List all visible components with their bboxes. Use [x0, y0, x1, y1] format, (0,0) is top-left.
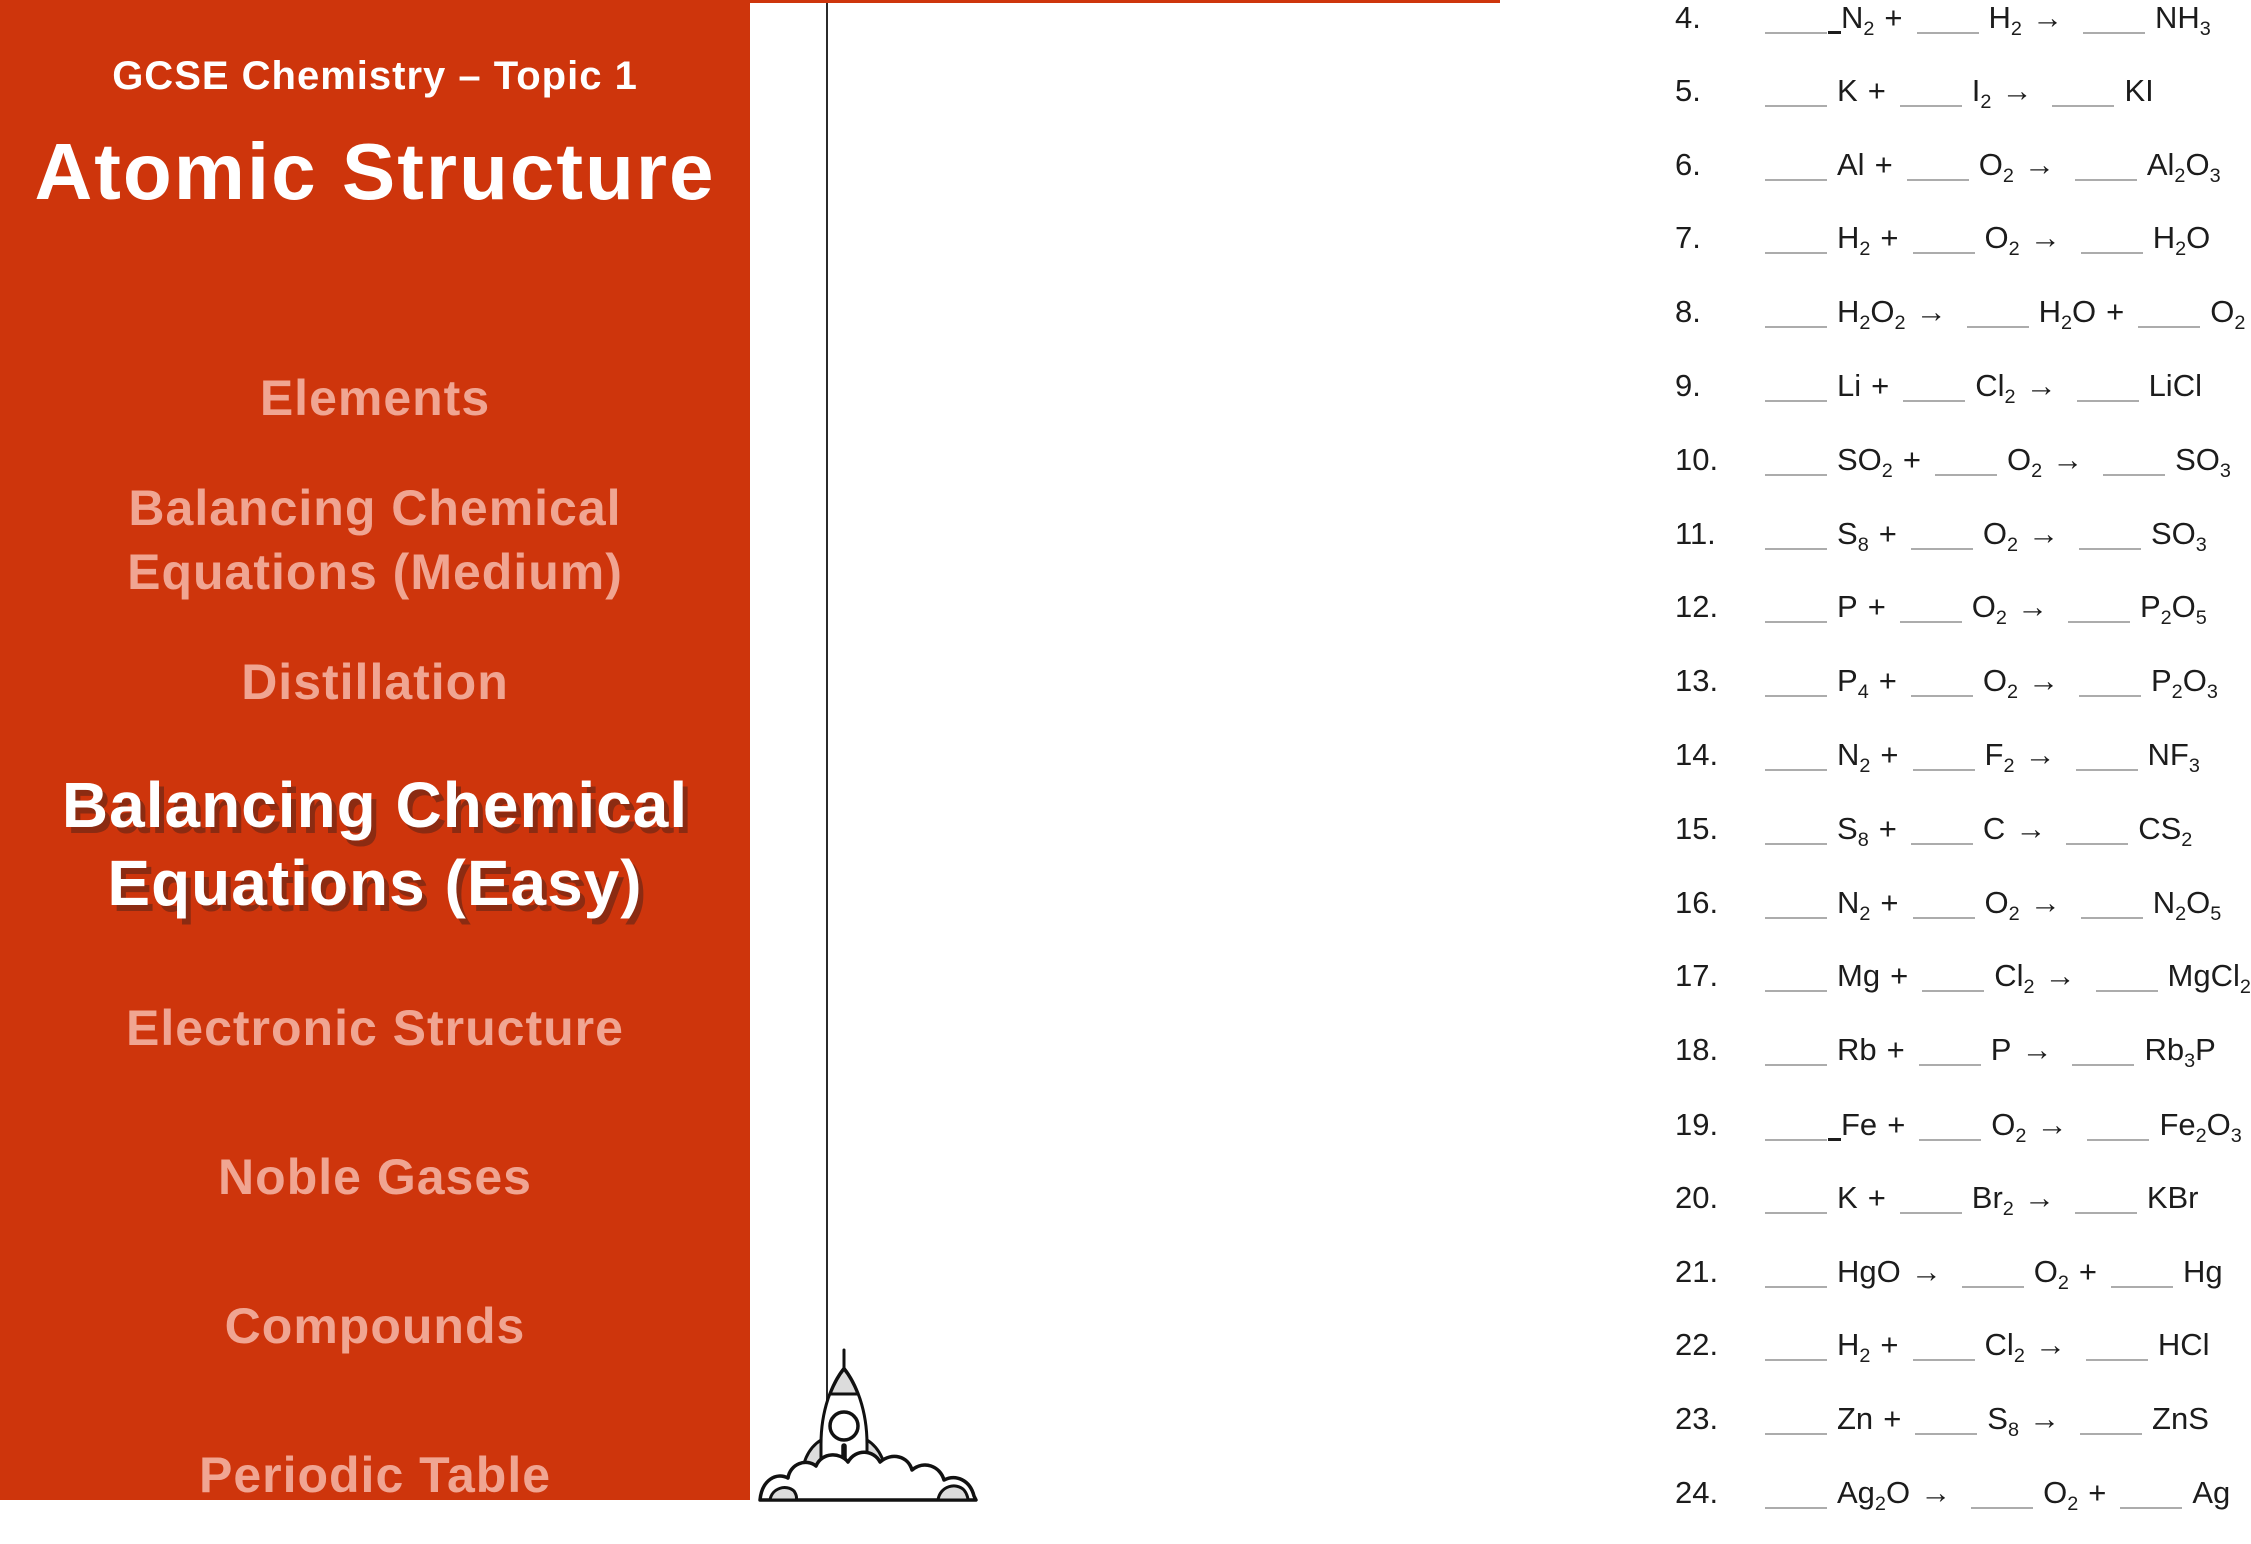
coefficient-blank: [2075, 148, 2137, 181]
chemical-formula: $Fe_2O_3$: [2159, 1106, 2242, 1148]
plus-sign: +: [2088, 1474, 2107, 1510]
equation-row: [1675, 437, 2251, 511]
chemical-formula: LiCl: [2148, 367, 2202, 403]
chemical-formula: $O_2$: [1982, 663, 2018, 704]
chemical-formula: $SO_3$: [2150, 515, 2207, 556]
equation-row: [1675, 1396, 2251, 1470]
chemical-formula: KBr: [2146, 1179, 2199, 1215]
coefficient-blank: [1903, 369, 1965, 402]
page-margin-line: [826, 2, 828, 1500]
reaction-arrow: →: [2029, 220, 2061, 256]
coefficient-blank: [2096, 959, 2158, 992]
coefficient-blank: [1919, 1033, 1981, 1066]
coefficient-blank: [1971, 1476, 2033, 1509]
chemical-formula: $O_2$: [1984, 884, 2020, 925]
equation-number: 19.: [1675, 1106, 1719, 1142]
coefficient-blank: [2066, 812, 2128, 845]
chemical-formula: P: [1990, 1032, 2012, 1068]
chemical-formula: C: [1982, 810, 2006, 846]
plus-sign: +: [1874, 146, 1893, 182]
chemical-formula: $Ag_2O$: [1837, 1474, 1911, 1516]
coefficient-blank: [1913, 738, 1975, 771]
coefficient-blank: [1907, 148, 1969, 181]
coefficient-blank: [1765, 812, 1827, 845]
equation-number: 6.: [1675, 146, 1701, 182]
equation-number: 12.: [1675, 589, 1719, 625]
chemical-formula: K: [1837, 72, 1858, 108]
underscore-mark: [1828, 0, 1841, 34]
chemical-formula: $Cl_2$: [1975, 367, 2016, 409]
sidebar-item-periodic-table[interactable]: Periodic Table: [198, 1447, 552, 1503]
coefficient-blank: [1900, 590, 1962, 623]
coefficient-blank: [1765, 1033, 1827, 1066]
coefficient-blank: [1922, 959, 1984, 992]
reaction-arrow: →: [2016, 589, 2048, 625]
chemical-formula: $O_2$: [1991, 1106, 2027, 1148]
reaction-arrow: →: [2025, 367, 2057, 403]
equation-row: [1675, 953, 2251, 1027]
coefficient-blank: [1765, 74, 1827, 107]
chemical-formula: $P_2O_3$: [2150, 663, 2218, 704]
chemical-formula: $N_2$: [1837, 736, 1871, 778]
chemical-formula: $CS_2$: [2138, 810, 2193, 851]
plus-sign: +: [1890, 958, 1909, 994]
sidebar-item-balancing-chemical-equations-easy[interactable]: Balancing Chemical Equations (Easy): [61, 769, 689, 919]
coefficient-blank: [1765, 1255, 1827, 1288]
chemical-formula: $O_2$: [1971, 589, 2007, 630]
equation-row: [1675, 215, 2251, 289]
reaction-arrow: →: [2036, 1106, 2068, 1142]
equation-number: 4.: [1675, 0, 1701, 35]
coefficient-blank: [2075, 1181, 2137, 1214]
reaction-arrow: →: [2029, 1401, 2061, 1437]
coefficient-blank: [1765, 886, 1827, 919]
coefficient-blank: [1765, 664, 1827, 697]
coefficient-blank: [1765, 1181, 1827, 1214]
chemical-formula: $S_8$: [1837, 810, 1869, 851]
plus-sign: +: [1871, 367, 1890, 403]
chemical-formula: KI: [2124, 72, 2154, 108]
reaction-arrow: →: [2031, 0, 2063, 35]
coefficient-blank: [2068, 590, 2130, 623]
equation-number: 5.: [1675, 72, 1701, 108]
chemical-formula: $Br_2$: [1971, 1179, 2014, 1220]
equation-number: 20.: [1675, 1179, 1719, 1215]
reaction-arrow: →: [2034, 1327, 2066, 1363]
top-accent-strip: [750, 0, 1500, 3]
plus-sign: +: [1880, 1327, 1899, 1363]
reaction-arrow: →: [2027, 663, 2059, 699]
chemical-formula: $S_8$: [1837, 515, 1869, 556]
reaction-arrow: →: [2024, 736, 2056, 772]
chemical-formula: Zn: [1837, 1401, 1874, 1437]
coefficient-blank: [2072, 1033, 2134, 1066]
reaction-arrow: →: [2001, 72, 2033, 108]
plus-sign: +: [1887, 1106, 1906, 1142]
rocket-launch-icon: [758, 1348, 1013, 1500]
coefficient-blank: [1765, 1476, 1827, 1509]
coefficient-blank: [2087, 1108, 2149, 1141]
coefficient-blank: [1913, 1328, 1975, 1361]
plus-sign: +: [1867, 72, 1886, 108]
equation-row: [1675, 1101, 2251, 1175]
coefficient-blank: [1911, 517, 1973, 550]
equation-row: [1675, 142, 2251, 216]
equation-row: [1675, 363, 2251, 437]
chemical-formula: $Rb_3P$: [2144, 1032, 2216, 1073]
reaction-arrow: →: [2029, 884, 2061, 920]
coefficient-blank: [2080, 1402, 2142, 1435]
sidebar-item-noble-gases[interactable]: Noble Gases: [218, 1149, 532, 1205]
chemical-formula: MgCl$_2$: [2167, 958, 2251, 999]
equation-row: [1675, 1249, 2251, 1323]
reaction-arrow: →: [1920, 1474, 1952, 1510]
coefficient-blank: [2079, 664, 2141, 697]
reaction-arrow: →: [2027, 515, 2059, 551]
coefficient-blank: [2083, 1, 2145, 34]
equation-number: 9.: [1675, 367, 1701, 403]
chemical-formula: $P_2O_5$: [2139, 589, 2207, 630]
chemical-formula: P: [1837, 589, 1858, 625]
coefficient-blank: [2081, 886, 2143, 919]
reaction-arrow: →: [2044, 958, 2076, 994]
equation-row: [1675, 880, 2251, 954]
topic-eyebrow: GCSE Chemistry – Topic 1: [112, 54, 638, 98]
topic-sidebar: [0, 0, 750, 1503]
coefficient-blank: [1765, 590, 1827, 623]
reaction-arrow: →: [2015, 810, 2047, 846]
equation-number: 7.: [1675, 220, 1701, 256]
coefficient-blank: [2077, 369, 2139, 402]
chemical-formula: $H_2O$: [2038, 294, 2097, 335]
coefficient-blank: [2079, 517, 2141, 550]
equation-number: 10.: [1675, 441, 1719, 477]
coefficient-blank: [2138, 295, 2200, 328]
equation-row: [1675, 732, 2251, 806]
chemical-formula: $O_2$: [2033, 1253, 2069, 1294]
plus-sign: +: [1880, 884, 1899, 920]
reaction-arrow: →: [1915, 294, 1947, 330]
plus-sign: +: [1867, 1179, 1886, 1215]
reaction-arrow: →: [2023, 146, 2055, 182]
worksheet-page: [750, 0, 2251, 1516]
chemical-formula: $I_2$: [1971, 72, 1992, 113]
chemical-formula: HgO: [1837, 1253, 1901, 1289]
chemical-formula: $O_2$: [1984, 220, 2020, 261]
sidebar-item-electronic-structure[interactable]: Electronic Structure: [126, 1000, 624, 1056]
coefficient-blank: [1765, 295, 1827, 328]
sidebar-item-elements[interactable]: Elements: [259, 370, 491, 426]
coefficient-blank: [1913, 886, 1975, 919]
coefficient-blank: [2103, 443, 2165, 476]
equation-row: [1675, 584, 2251, 658]
equation-number: 13.: [1675, 663, 1719, 699]
coefficient-blank: [1913, 221, 1975, 254]
coefficient-blank: [1935, 443, 1997, 476]
chemical-formula: Hg: [2183, 1253, 2223, 1289]
chemical-formula: $S_8$: [1987, 1401, 2020, 1442]
coefficient-blank: [1765, 148, 1827, 181]
plus-sign: +: [2106, 294, 2125, 330]
chemical-formula: $Al_2O_3$: [2146, 146, 2221, 187]
coefficient-blank: [1765, 443, 1827, 476]
equation-row: [1675, 1322, 2251, 1396]
chemical-formula: HCl: [2157, 1327, 2210, 1363]
coefficient-blank: [1765, 221, 1827, 254]
chemical-formula: $H_2O$: [2152, 220, 2211, 261]
equation-number: 23.: [1675, 1401, 1719, 1437]
coefficient-blank: [1765, 959, 1827, 992]
coefficient-blank: [2081, 221, 2143, 254]
coefficient-blank: [2086, 1328, 2148, 1361]
plus-sign: +: [1867, 589, 1886, 625]
coefficient-blank: [2120, 1476, 2182, 1509]
equation-row: [1675, 658, 2251, 732]
coefficient-blank: [1900, 1181, 1962, 1214]
reaction-arrow: →: [2052, 441, 2084, 477]
chemical-formula: Fe: [1841, 1106, 1878, 1142]
coefficient-blank: [1765, 1108, 1827, 1141]
coefficient-blank: [1915, 1402, 1977, 1435]
sidebar-item-distillation[interactable]: Distillation: [241, 654, 509, 710]
plus-sign: +: [2078, 1253, 2098, 1289]
chemical-formula: $SO_2$: [1837, 441, 1893, 482]
equation-row: [1675, 1175, 2251, 1249]
equation-number: 16.: [1675, 884, 1719, 920]
coefficient-blank: [1765, 1402, 1827, 1435]
reaction-arrow: →: [1910, 1253, 1942, 1289]
equation-number: 8.: [1675, 294, 1701, 330]
chemical-formula: $Cl_2$: [1984, 1327, 2025, 1368]
chemical-formula: $N_2O_5$: [2152, 884, 2222, 925]
equation-list: [1675, 0, 2251, 1544]
chemical-formula: $H_2$: [1988, 0, 2022, 41]
coefficient-blank: [1967, 295, 2029, 328]
coefficient-blank: [1765, 1, 1827, 34]
chemical-formula: $SO_3$: [2175, 441, 2231, 482]
coefficient-blank: [2111, 1255, 2173, 1288]
plus-sign: +: [1902, 441, 1921, 477]
plus-sign: +: [1880, 220, 1899, 256]
equation-number: 14.: [1675, 736, 1719, 772]
plus-sign: +: [1878, 663, 1897, 699]
coefficient-blank: [1911, 812, 1973, 845]
chemical-formula: $O_2$: [2006, 441, 2043, 482]
equation-number: 22.: [1675, 1327, 1719, 1363]
equation-row: [1675, 289, 2251, 363]
topic-title: Atomic Structure: [34, 127, 716, 216]
chemical-formula: Ag: [2192, 1474, 2231, 1510]
chemical-formula: $O_2$: [1982, 515, 2018, 556]
reaction-arrow: →: [2021, 1032, 2053, 1068]
chemical-formula: $P_4$: [1837, 663, 1869, 704]
chemical-formula: $O_2$: [2043, 1474, 2079, 1516]
coefficient-blank: [1911, 664, 1973, 697]
coefficient-blank: [1765, 1328, 1827, 1361]
chemical-formula: $O_2$: [1978, 146, 2014, 187]
chemical-formula: $H_2$: [1837, 1327, 1871, 1368]
underscore-mark: [1828, 1107, 1841, 1141]
chemical-formula: $NF_3$: [2147, 736, 2200, 778]
equation-row: [1675, 0, 2251, 68]
chemical-formula: K: [1837, 1179, 1858, 1215]
coefficient-blank: [1765, 517, 1827, 550]
equation-row: [1675, 1027, 2251, 1101]
chemical-formula: $NH_3$: [2154, 0, 2211, 41]
plus-sign: +: [1883, 1401, 1902, 1437]
sidebar-item-balancing-chemical-equations-medium[interactable]: Balancing Chemical Equations (Medium): [127, 480, 623, 600]
coefficient-blank: [1917, 1, 1979, 34]
plus-sign: +: [1880, 736, 1899, 772]
plus-sign: +: [1886, 1032, 1905, 1068]
equation-number: 18.: [1675, 1032, 1719, 1068]
plus-sign: +: [1878, 515, 1897, 551]
chemical-formula: $N_2$: [1837, 884, 1871, 925]
coefficient-blank: [2076, 738, 2138, 771]
chemical-formula: ZnS: [2152, 1401, 2209, 1437]
chemical-formula: Mg: [1837, 958, 1881, 994]
chemical-formula: $O_2$: [2210, 294, 2246, 335]
chemical-formula: $H_2O_2$: [1837, 294, 1906, 335]
equation-row: [1675, 806, 2251, 880]
chemical-formula: $F_2$: [1984, 736, 2015, 778]
equation-number: 15.: [1675, 810, 1719, 846]
coefficient-blank: [1765, 369, 1827, 402]
chemical-formula: Rb: [1837, 1032, 1877, 1068]
chemical-formula: Li: [1837, 367, 1862, 403]
equation-number: 24.: [1675, 1474, 1719, 1510]
equation-row: [1675, 1470, 2251, 1544]
equation-row: [1675, 511, 2251, 585]
equation-number: 17.: [1675, 958, 1719, 994]
coefficient-blank: [2052, 74, 2114, 107]
plus-sign: +: [1878, 810, 1897, 846]
chemical-formula: Al: [1837, 146, 1865, 182]
coefficient-blank: [1765, 738, 1827, 771]
reaction-arrow: →: [2023, 1179, 2055, 1215]
chemical-formula: $N_2$: [1841, 0, 1875, 41]
coefficient-blank: [1962, 1255, 2024, 1288]
plus-sign: +: [1884, 0, 1903, 35]
chemical-formula: $H_2$: [1837, 220, 1871, 261]
equation-number: 21.: [1675, 1253, 1719, 1289]
topic-nav: [0, 366, 750, 1507]
chemical-formula: $Cl_2$: [1994, 958, 2035, 999]
coefficient-blank: [1900, 74, 1962, 107]
coefficient-blank: [1919, 1108, 1981, 1141]
equation-row: [1675, 68, 2251, 142]
sidebar-item-compounds[interactable]: Compounds: [224, 1298, 526, 1354]
equation-number: 11.: [1675, 515, 1716, 551]
